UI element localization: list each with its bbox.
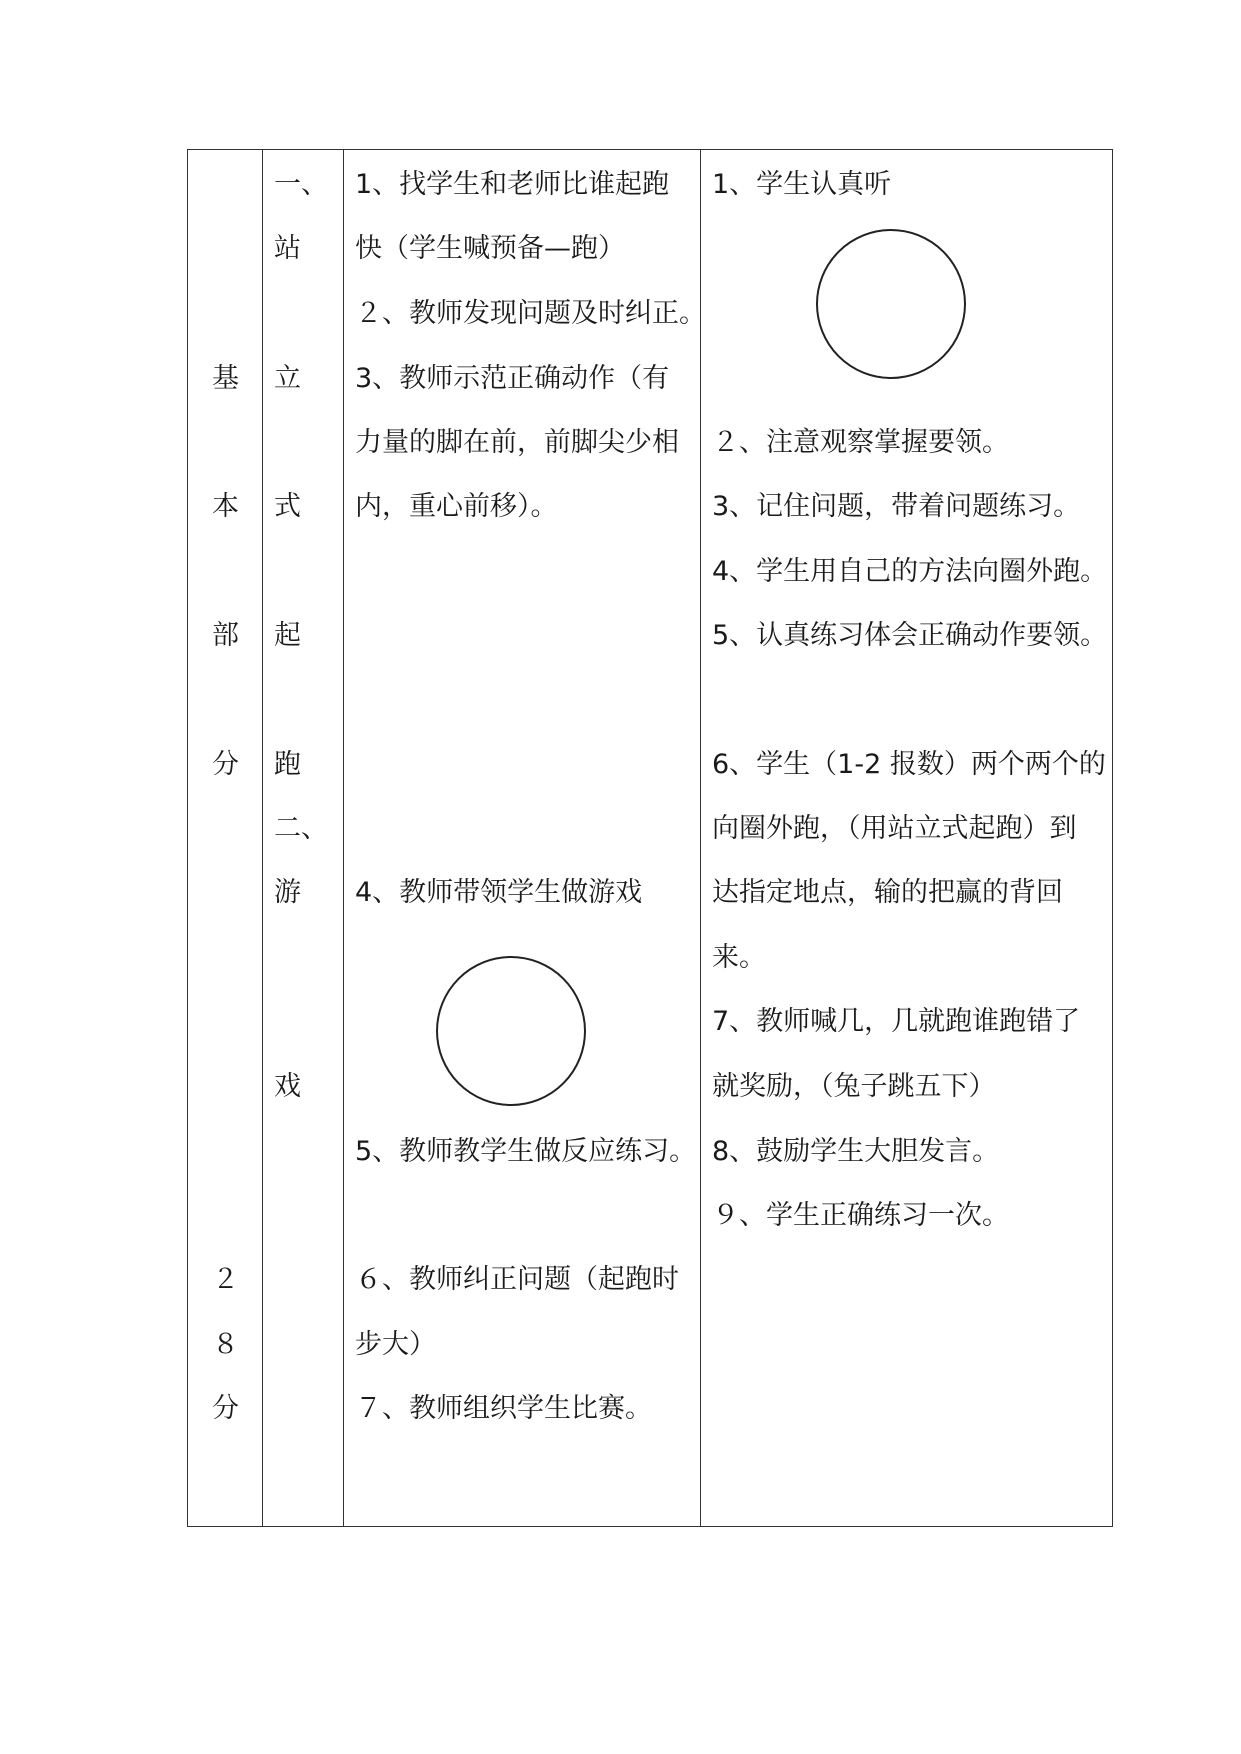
teacher-line: 5、教师教学生做反应练习。 — [355, 1136, 697, 1167]
teacher-line: 内，重心前移）。 — [355, 491, 558, 522]
teacher-line: 快（学生喊预备—跑） — [355, 233, 625, 264]
student-line: ２、注意观察掌握要领。 — [712, 427, 1009, 458]
topic-char: 站 — [274, 233, 301, 264]
formation-circle-diagram — [436, 956, 586, 1106]
student-line: 6、学生（1-2 报数）两个两个的 — [712, 749, 1106, 780]
student-line: 7、教师喊几，几就跑谁跑错了 — [712, 1006, 1081, 1037]
column-divider — [700, 149, 701, 1527]
column-divider — [262, 149, 263, 1527]
topic-char: 戏 — [274, 1071, 301, 1102]
topic-char: 游 — [274, 877, 301, 908]
teacher-line: 3、教师示范正确动作（有 — [355, 363, 670, 394]
teacher-line: ７、教师组织学生比赛。 — [355, 1393, 652, 1424]
section-label-char: 本 — [212, 491, 239, 522]
section-label-char: 基 — [212, 363, 239, 394]
student-line: 8、鼓励学生大胆发言。 — [712, 1136, 1000, 1167]
formation-circle-diagram — [816, 229, 966, 379]
column-divider — [343, 149, 344, 1527]
teacher-line: 4、教师带领学生做游戏 — [355, 877, 643, 908]
topic-char: 一、 — [274, 169, 328, 200]
student-line: 3、记住问题，带着问题练习。 — [712, 491, 1081, 522]
student-line: 来。 — [712, 942, 766, 973]
section-time-char: ２ — [212, 1264, 239, 1295]
teacher-line: 步大） — [355, 1329, 436, 1360]
section-label-char: 部 — [212, 620, 239, 651]
topic-char: 二、 — [274, 813, 328, 844]
section-label-char: 分 — [212, 749, 239, 780]
topic-char: 式 — [274, 491, 301, 522]
teacher-line: ６、教师纠正问题（起跑时 — [355, 1264, 679, 1295]
section-time-char: ８ — [212, 1329, 239, 1360]
topic-char: 立 — [274, 363, 301, 394]
student-line: ９、学生正确练习一次。 — [712, 1200, 1009, 1231]
section-time-char: 分 — [212, 1393, 239, 1424]
student-line: 就奖励，（兔子跳五下） — [712, 1071, 996, 1102]
topic-char: 跑 — [274, 749, 301, 780]
teacher-line: 力量的脚在前，前脚尖少相 — [355, 427, 679, 458]
student-line: 1、学生认真听 — [712, 169, 892, 200]
student-line: 5、认真练习体会正确动作要领。 — [712, 620, 1108, 651]
teacher-line: 1、找学生和老师比谁起跑 — [355, 169, 670, 200]
student-line: 向圈外跑，（用站立式起跑）到 — [712, 813, 1077, 844]
student-line: 达指定地点，输的把赢的背回 — [712, 877, 1063, 908]
teacher-line: ２、教师发现问题及时纠正。 — [355, 298, 706, 329]
student-line: 4、学生用自己的方法向圈外跑。 — [712, 556, 1108, 587]
topic-char: 起 — [274, 620, 301, 651]
